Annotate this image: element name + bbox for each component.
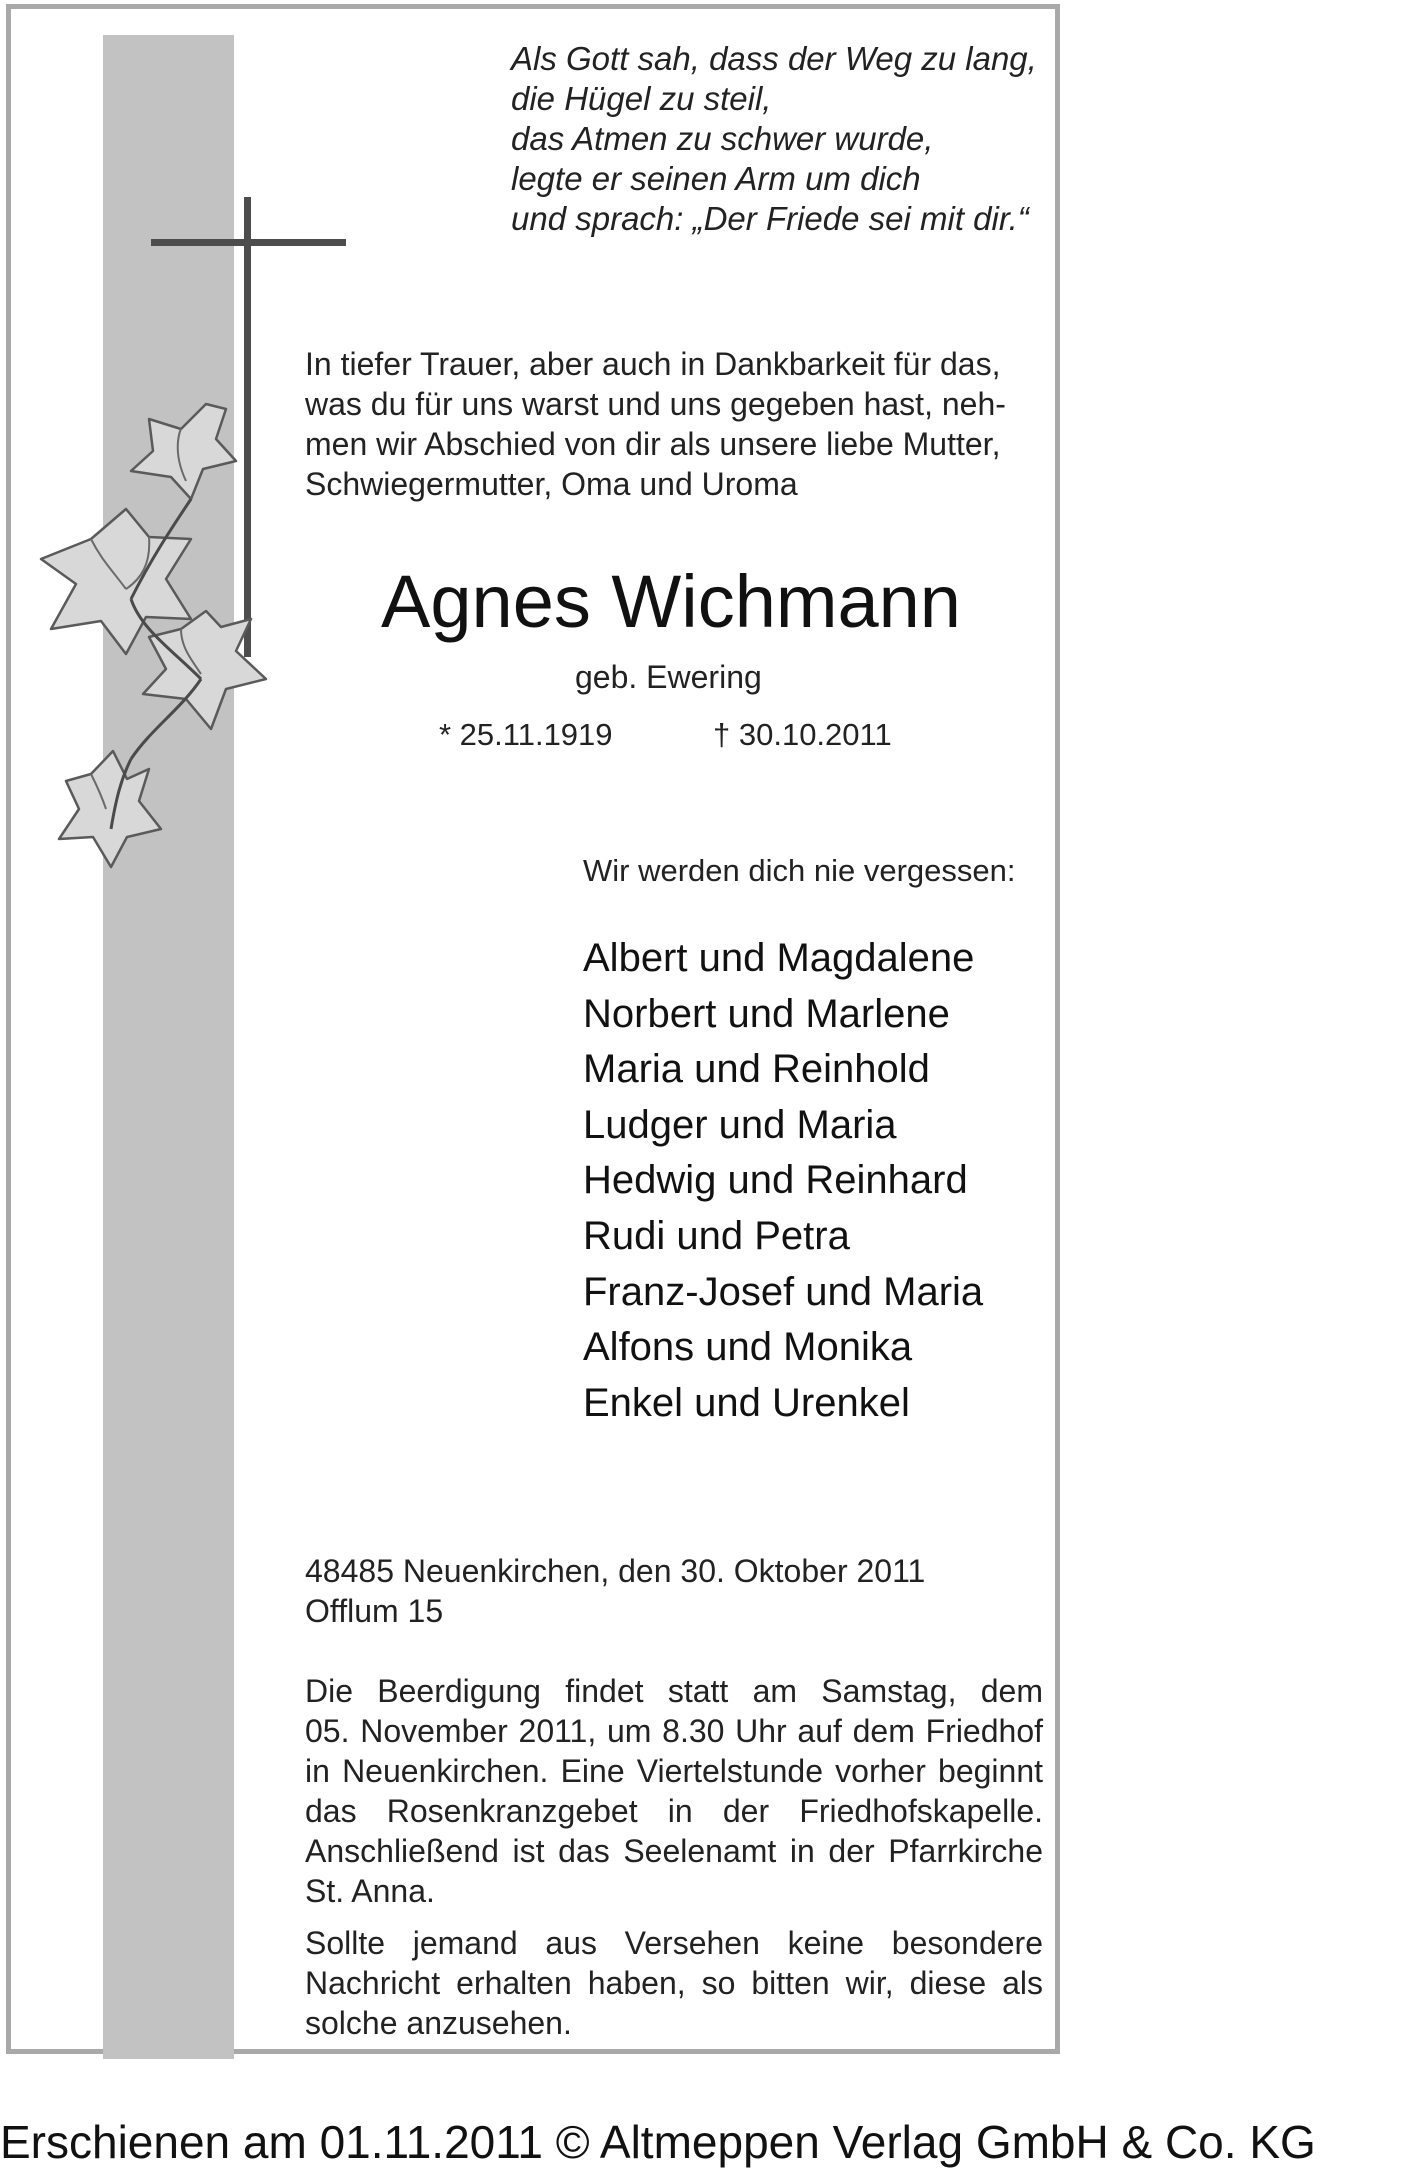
mourner-name: Maria und Reinhold xyxy=(583,1047,930,1092)
city-date: 48485 Neuenkirchen, den 30. Oktober 2011 xyxy=(305,1553,926,1589)
mourners-list xyxy=(583,931,983,1431)
ivy-leaves-icon xyxy=(31,389,291,909)
intro-text xyxy=(305,344,1045,504)
street-address: Offlum 15 xyxy=(305,1593,444,1629)
poem-line: und sprach: „Der Friede sei mit dir.“ xyxy=(511,200,1029,237)
note-line: Nachricht erhalten haben, so bitten wir, diese als xyxy=(305,1965,1043,2001)
publication-footer: Erschienen am 01.11.2011 © Altmeppen Verlag GmbH & Co. KG xyxy=(0,2116,1316,2168)
mourner-name: Ludger und Maria xyxy=(583,1102,897,1147)
funeral-info xyxy=(305,1671,1043,1911)
mourner-name: Franz-Josef und Maria xyxy=(583,1269,984,1314)
note-line: solche anzusehen. xyxy=(305,2005,572,2041)
funeral-line: Die Beerdigung findet statt am Samstag, dem xyxy=(305,1673,1043,1709)
mourner-name: Norbert und Marlene xyxy=(583,991,950,1036)
mourner-name: Alfons und Monika xyxy=(583,1325,913,1370)
obituary-notice xyxy=(6,4,1060,2054)
mourner-name: Rudi und Petra xyxy=(583,1213,850,1258)
intro-line: men wir Abschied von dir als unsere liebe Mutter, xyxy=(305,426,1001,462)
funeral-line: St. Anna. xyxy=(305,1873,435,1909)
funeral-line: Anschließend ist das Seelenamt in der Pfarrkirche xyxy=(305,1833,1043,1869)
poem-line: legte er seinen Arm um dich xyxy=(511,160,921,197)
intro-line: Schwiegermutter, Oma und Uroma xyxy=(305,466,798,502)
place-and-date xyxy=(305,1551,925,1631)
funeral-line: in Neuenkirchen. Eine Viertelstunde vorher beginnt xyxy=(305,1753,1043,1789)
farewell-line: Wir werden dich nie vergessen: xyxy=(583,853,1016,888)
funeral-line: das Rosenkranzgebet in der Friedhofskapelle. xyxy=(305,1793,1043,1829)
poem-line: das Atmen zu schwer wurde, xyxy=(511,120,934,157)
mourner-name: Albert und Magdalene xyxy=(583,936,975,980)
mourner-name: Enkel und Urenkel xyxy=(583,1380,910,1425)
poem-line: die Hügel zu steil, xyxy=(511,80,772,117)
notification-note xyxy=(305,1923,1043,2043)
mourner-name: Hedwig und Reinhard xyxy=(583,1158,968,1203)
note-line: Sollte jemand aus Versehen keine besondere xyxy=(305,1925,1043,1961)
death-date: † 30.10.2011 xyxy=(713,717,892,752)
deceased-name: Agnes Wichmann xyxy=(381,560,961,643)
birth-date: * 25.11.1919 xyxy=(439,717,613,752)
intro-line: was du für uns warst und uns gegeben hast, neh- xyxy=(305,386,1006,422)
poem xyxy=(511,39,1071,239)
birth-name: geb. Ewering xyxy=(575,659,762,695)
funeral-line: 05. November 2011, um 8.30 Uhr auf dem Friedhof xyxy=(305,1713,1043,1749)
intro-line: In tiefer Trauer, aber auch in Dankbarkeit für das, xyxy=(305,346,1001,382)
poem-line: Als Gott sah, dass der Weg zu lang, xyxy=(511,40,1037,77)
